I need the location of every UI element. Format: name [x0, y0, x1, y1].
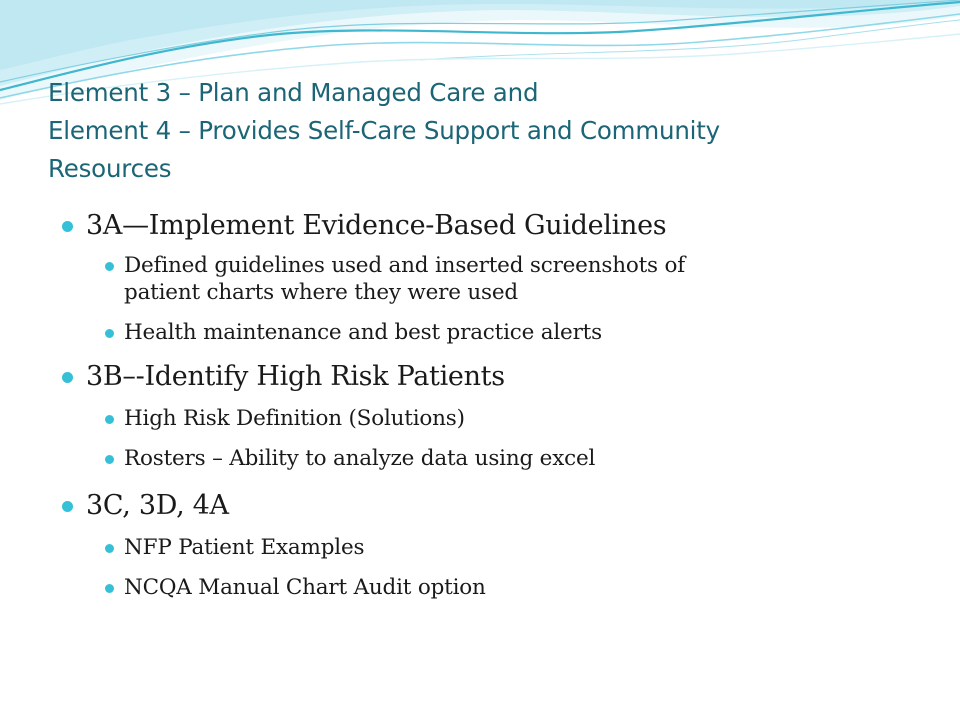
list-item — [105, 319, 922, 346]
list-item — [105, 252, 922, 306]
list-item-text: Rosters – Ability to analyze data using excel — [124, 446, 596, 471]
bullet-dot-icon — [105, 584, 114, 593]
bullet-dot-icon — [62, 372, 73, 383]
title-line-3: Resources — [48, 154, 172, 183]
list-item — [105, 445, 922, 472]
bullet-dot-icon — [105, 415, 114, 424]
bullet-dot-icon — [62, 501, 73, 512]
list-item — [105, 574, 922, 601]
slide-title — [48, 74, 908, 188]
bullet-list — [62, 206, 922, 601]
bullet-dot-icon — [105, 544, 114, 553]
list-item-text: High Risk Definition (Solutions) — [124, 406, 465, 431]
section-3a — [62, 206, 922, 246]
list-item-text: Health maintenance and best practice alerts — [124, 320, 602, 345]
list-item-text: patient charts where they were used — [124, 280, 518, 305]
section-3c-3d-4a — [62, 486, 922, 526]
title-line-1: Element 3 – Plan and Managed Care and — [48, 78, 539, 107]
list-item-text: NFP Patient Examples — [124, 535, 365, 560]
bullet-dot-icon — [105, 262, 114, 271]
section-heading: 3B–-Identify High Risk Patients — [86, 361, 505, 392]
list-item — [105, 534, 922, 561]
section-3b — [62, 357, 922, 397]
list-item — [105, 405, 922, 432]
bullet-dot-icon — [105, 455, 114, 464]
title-line-2: Element 4 – Provides Self-Care Support and Community — [48, 116, 720, 145]
bullet-dot-icon — [62, 221, 73, 232]
list-item-text: Defined guidelines used and inserted screenshots of — [124, 253, 685, 278]
section-heading: 3A—Implement Evidence-Based Guidelines — [86, 210, 667, 241]
list-item-text: NCQA Manual Chart Audit option — [124, 575, 486, 600]
section-heading: 3C, 3D, 4A — [86, 490, 229, 521]
bullet-dot-icon — [105, 329, 114, 338]
